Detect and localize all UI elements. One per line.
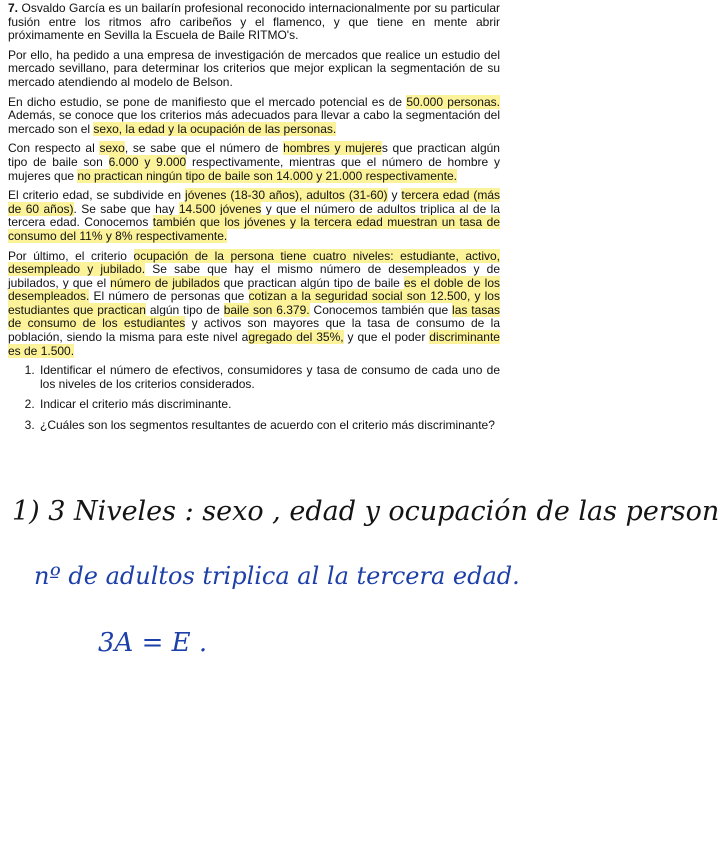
- highlight: cotizan a la seguridad social son 12.500, y los estudiantes que practican: [8, 289, 500, 317]
- highlight: 50.000 personas.: [406, 94, 500, 109]
- problem-number: 7.: [8, 1, 19, 15]
- paragraph-sex: Con respecto al sexo, se sabe que el número de hombres y mujeres que practican algún tipo de baile son 6.000 y 9.000 respectivamente, mientras que el número de hombre y mujeres que no practican ningún tipo de baile son 14.000 y 21.000 respectivamente.: [8, 141, 500, 183]
- problem-statement: [8, 2, 500, 440]
- paragraph-occupation: Por último, el criterio ocupación de la persona tiene cuatro niveles: estudiante, activo, desempleado y jubilado. Se sabe que hay el mismo número de desempleados y de jubilados, y que el número de jubilados que practican algún tipo de baile es el doble de los desempleados. El número de personas que cotizan a la seguridad social son 12.500, y los estudiantes que practican algún tipo de baile son 6.379. Conocemos también que las tasas de consumo de los estudiantes y activos son mayores que la tasa de consumo de la población, siendo la misma para este nivel agregado del 35%, y que el poder discriminante es de 1.500.: [8, 248, 501, 358]
- highlight: es el doble de los desempleados.: [8, 275, 500, 304]
- highlight: 6.000 y 9.000: [108, 154, 187, 169]
- handwritten-answer-line-1: 1) 3 Niveles : sexo , edad y ocupación de las person: [12, 496, 719, 527]
- highlight: las tasas de consumo de los estudiantes: [8, 302, 500, 331]
- highlight: sexo: [99, 141, 125, 156]
- task-item: 2. Indicar el criterio más discriminante.: [38, 398, 500, 412]
- highlight: también que los jóvenes y la tercera edad muestran un tasa de consumo del 11% y 8% respectivamente.: [8, 215, 500, 243]
- paragraph-intro: 7. Osvaldo García es un bailarín profesional reconocido internacionalmente por su particular fusión entre los ritmos afro caribeños y el flamenco, y que tiene en mente abrir próximamente en Sevilla la Escuela de Baile RITMO's.: [8, 1, 500, 43]
- highlight: hombres y mujere: [283, 141, 382, 156]
- paragraph-age: El criterio edad, se subdivide en jóvenes (18-30 años), adultos (31-60) y tercera edad (más de 60 años). Se sabe que hay 14.500 jóvenes y que el número de adultos triplica al de la tercera edad. Conocemos también que los jóvenes y la tercera edad muestran un tasa de consumo del 11% y 8% respectivamente.: [8, 188, 500, 243]
- highlight: número de jubilados: [110, 275, 220, 290]
- handwritten-note-line-2: nº de adultos triplica al la tercera edad.: [34, 562, 520, 590]
- highlight: 14.500 jóvenes: [178, 201, 262, 216]
- highlight: ocupación de la persona tiene cuatro niveles: estudiante, activo, desempleado y jubilado.: [8, 248, 501, 277]
- highlight: no practican ningún tipo de baile son 14.000 y 21.000 respectivamente.: [77, 168, 457, 183]
- paragraph-market: En dicho estudio, se pone de manifiesto que el mercado potencial es de 50.000 personas. Además, se conoce que los criterios más adecuados para llevar a cabo la segmentación del mercado son el sexo, la edad y la ocupación de las personas.: [8, 94, 500, 136]
- highlight: sexo, la edad y la ocupación de las personas.: [93, 121, 337, 136]
- highlight: discriminante es de 1.500.: [8, 330, 500, 358]
- task-list: [8, 364, 500, 432]
- task-item: 3. ¿Cuáles son los segmentos resultantes de acuerdo con el criterio más discriminante?: [38, 419, 500, 433]
- highlight: tercera edad (más de 60 años): [8, 188, 500, 216]
- highlight: jóvenes (18-30 años), adultos (31-60): [185, 188, 388, 203]
- paragraph-study: Por ello, ha pedido a una empresa de investigación de mercados que realice un estudio del mercado sevillano, para determinar los criterios que mejor explican la segmentación de su mercado atendiendo al modelo de Belson.: [8, 47, 500, 89]
- handwritten-equation: 3A = E .: [98, 628, 208, 658]
- highlight: baile son 6.379.: [223, 302, 310, 317]
- highlight: gregado del 35%,: [248, 330, 344, 345]
- task-item: 1. Identificar el número de efectivos, consumidores y tasa de consumo de cada uno de los niveles de los criterios considerados.: [38, 364, 500, 391]
